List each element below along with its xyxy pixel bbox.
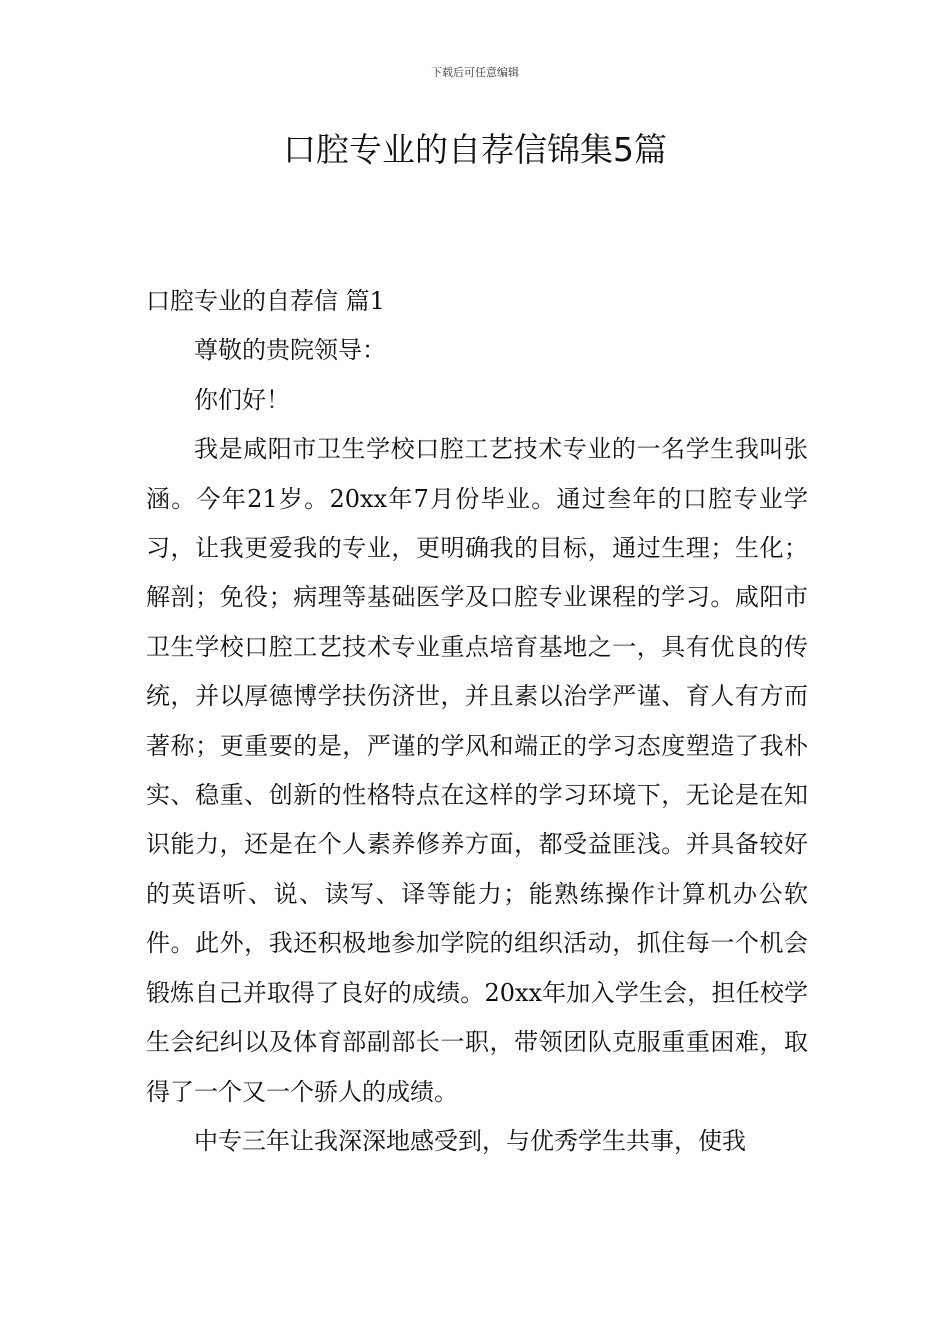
page-header-note: 下载后可任意编辑	[431, 66, 519, 79]
body-paragraph: 中专三年让我深深地感受到，与优秀学生共事，使我	[194, 1126, 746, 1155]
section-title: 口腔专业的自荐信 篇1	[146, 287, 385, 315]
greeting: 你们好！	[194, 385, 290, 414]
document-title: 口腔专业的自荐信锦集5篇	[283, 130, 667, 169]
document-body	[146, 277, 808, 1166]
body-paragraph: 我是咸阳市卫生学校口腔工艺技术专业的一名学生我叫张涵。今年21岁。20xx年7月份毕业。通过叁年的口腔专业学习，让我更爱我的专业，更明确我的目标，通过生理；生化；解剖；免役；病理等基础医学及口腔专业课程的学习。咸阳市卫生学校口腔工艺技术专业重点培育基地之一，具有优良的传统，并以厚德博学扶伤济世，并且素以治学严谨、育人有方而著称；更重要的是，严谨的学风和端正的学习态度塑造了我朴实、稳重、创新的性格特点在这样的学习环境下，无论是在知识能力，还是在个人素养修养方面，都受益匪浅。并具备较好的英语听、说、读写、译等能力；能熟练操作计算机办公软件。此外，我还积极地参加学院的组织活动，抓住每一个机会锻炼自己并取得了良好的成绩。20xx年加入学生会，担任校学生会纪纠以及体育部副部长一职，带领团队克服重重困难，取得了一个又一个骄人的成绩。	[146, 435, 808, 1106]
salutation: 尊敬的贵院领导：	[194, 336, 386, 365]
